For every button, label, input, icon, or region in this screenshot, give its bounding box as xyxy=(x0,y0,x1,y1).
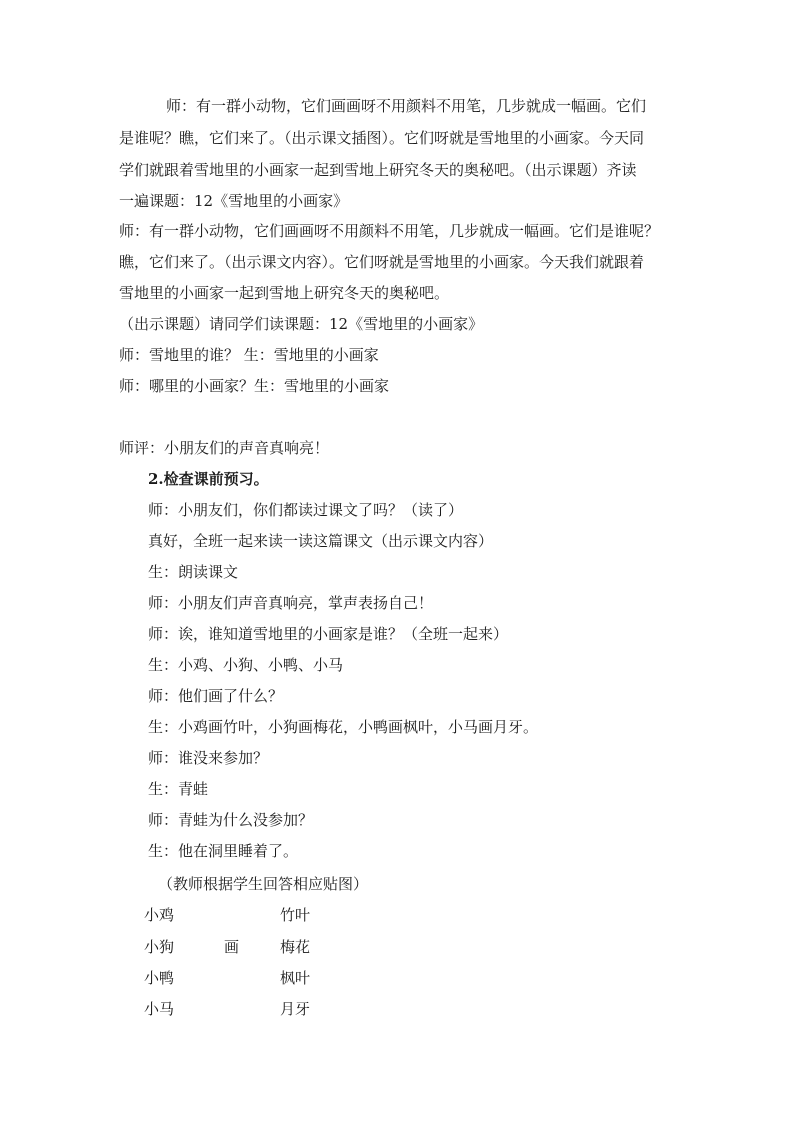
paragraph1-line3: 学们就跟着雪地里的小画家一起到雪地上研究冬天的奥秘吧。（出示课题）齐读 xyxy=(119,161,637,179)
dialog-line: 师：谁没来参加？ xyxy=(148,749,269,767)
verb-label: 画 xyxy=(224,938,240,956)
teacher-comment: 师评：小朋友们的声音真响亮！ xyxy=(119,439,330,457)
paragraph2-line3: 雪地里的小画家一起到雪地上研究冬天的奥秘吧。 xyxy=(119,284,450,302)
dialog-line: 生：青蛙 xyxy=(148,780,209,798)
drawing-label: 枫叶 xyxy=(280,969,311,987)
paragraph1-line2: 是谁呢？瞧，它们来了。（出示课文插图）。它们呀就是雪地里的小画家。今天同 xyxy=(119,129,645,147)
dialog-line: 生：小鸡画竹叶，小狗画梅花，小鸭画枫叶，小马画月牙。 xyxy=(148,718,539,736)
animal-label: 小鸭 xyxy=(144,969,175,987)
dialog-line: 真好，全班一起来读一读这篇课文（出示课文内容） xyxy=(148,532,494,550)
dialog-line: 生：朗读课文 xyxy=(148,563,239,581)
dialog-line: 师：青蛙为什么没参加？ xyxy=(148,811,314,829)
paragraph2-line2: 瞧，它们来了。（出示课文内容）。它们呀就是雪地里的小画家。今天我们就跟着 xyxy=(119,253,645,271)
paragraph2-line1: 师：有一群小动物，它们画画呀不用颜料不用笔，几步就成一幅画。它们是谁呢？ xyxy=(119,222,660,240)
dialog-line: 师：小朋友们声音真响亮，掌声表扬自己！ xyxy=(148,594,434,612)
animal-label: 小鸡 xyxy=(144,906,175,924)
dialog-line: 师：他们画了什么？ xyxy=(148,687,284,705)
drawing-label: 竹叶 xyxy=(280,906,311,924)
drawing-label: 月牙 xyxy=(280,1000,311,1018)
section-title: 2.检查课前预习。 xyxy=(148,470,269,488)
paragraph1-line1: 师：有一群小动物，它们画画呀不用颜料不用笔，几步就成一幅画。它们 xyxy=(166,97,647,115)
dialog-line: 生：他在洞里睡着了。 xyxy=(148,842,299,860)
dialog-line: 师：诶，谁知道雪地里的小画家是谁？（全班一起来） xyxy=(148,625,509,643)
dialog-line: 师：小朋友们，你们都读过课文了吗？（读了） xyxy=(148,501,464,519)
drawing-label: 梅花 xyxy=(280,938,311,956)
stage-direction: （教师根据学生回答相应贴图） xyxy=(158,875,369,893)
paragraph2-line4: （出示课题）请同学们读课题：12《雪地里的小画家》 xyxy=(119,315,484,333)
qa-line2: 师：哪里的小画家？生：雪地里的小画家 xyxy=(119,377,390,395)
qa-line1: 师：雪地里的谁？ 生：雪地里的小画家 xyxy=(119,346,379,364)
dialog-line: 生：小鸡、小狗、小鸭、小马 xyxy=(148,656,344,674)
paragraph1-line4: 一遍课题：12《雪地里的小画家》 xyxy=(119,192,349,210)
animal-label: 小狗 xyxy=(144,938,175,956)
animal-label: 小马 xyxy=(144,1000,175,1018)
